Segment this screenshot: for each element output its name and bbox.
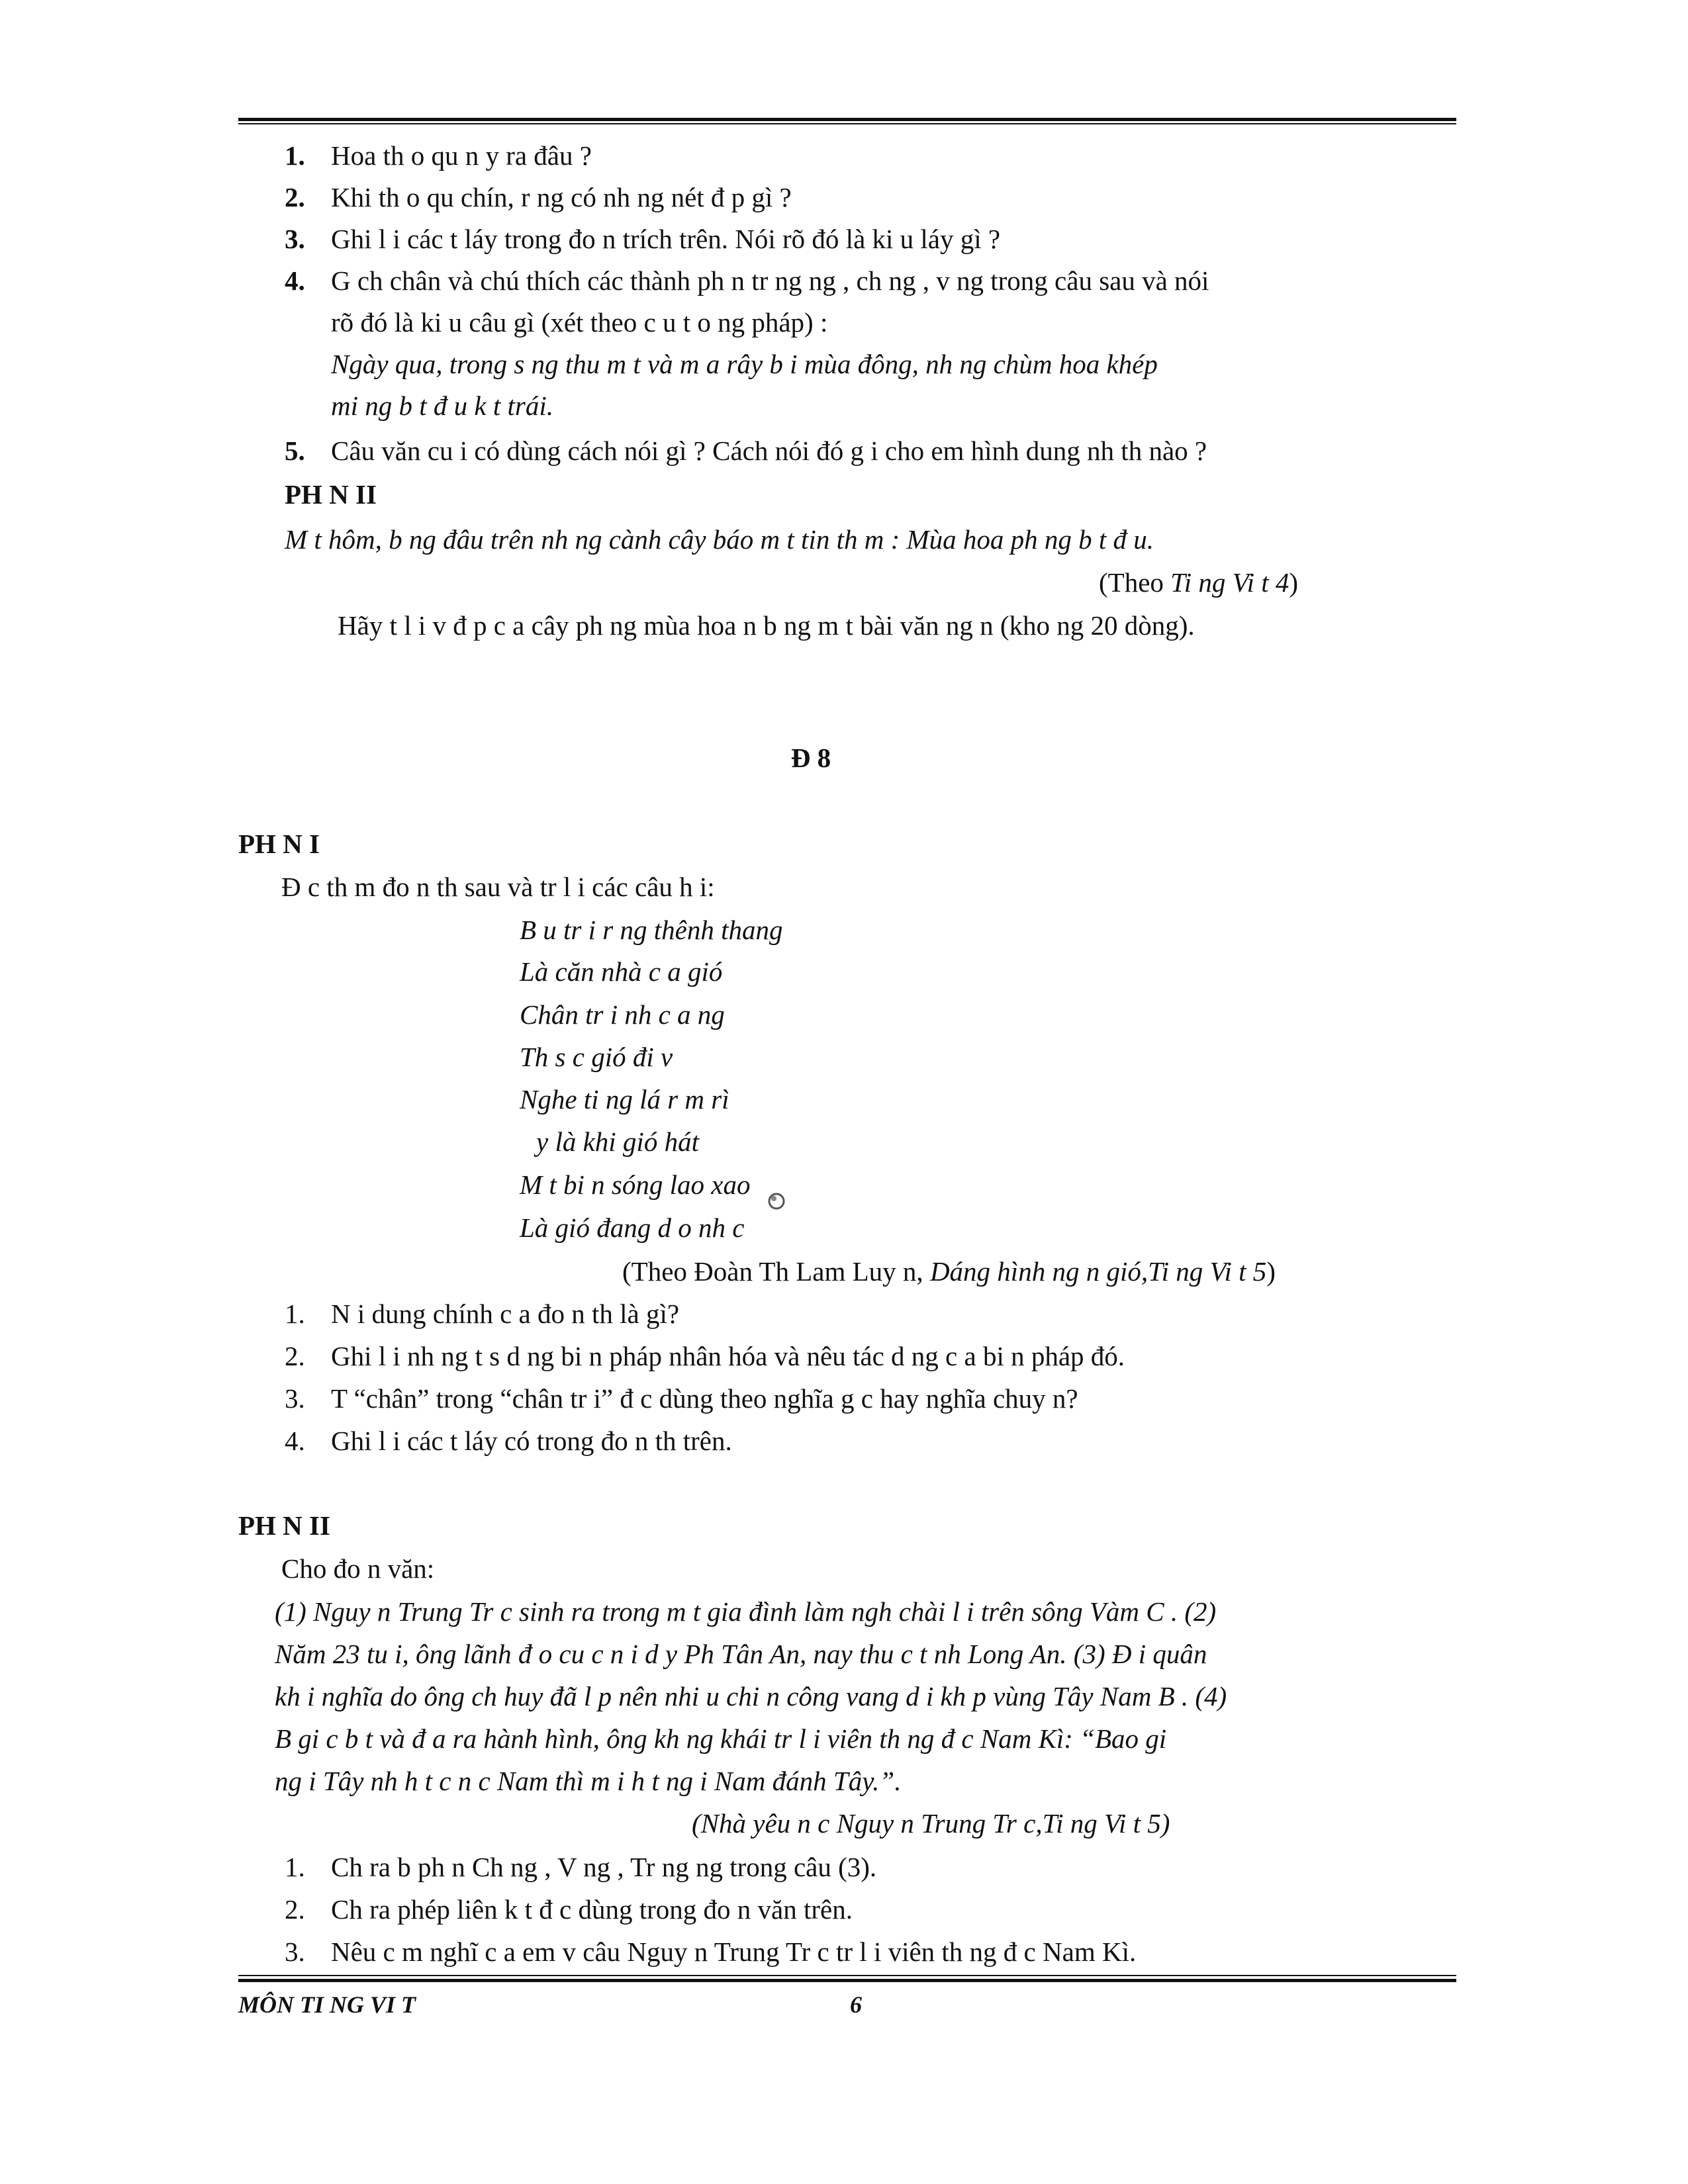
part2-top-heading: PH N II [285, 479, 377, 510]
part1-intro: Đ c th m đo n th sau và tr l i các câu h i: [281, 872, 715, 902]
passage-line-4: B gi c b t và đ a ra hành hình, ông kh ng khái tr l i viên th ng đ c Nam Kì: “Bao gi [275, 1723, 1167, 1754]
question-text: Ch ra b ph n Ch ng , V ng , Tr ng ng trong câu (3). [331, 1852, 877, 1882]
question-text: Nêu c m nghĩ c a em v câu Nguy n Trung Tr c tr l i viên th ng đ c Nam Kì. [331, 1936, 1137, 1967]
footer-page-number: 6 [850, 1991, 862, 2018]
exam-title: Đ 8 [790, 743, 831, 773]
part2-top-prompt: M t hôm, b ng đâu trên nh ng cành cây báo m t tin th m : Mùa hoa ph ng b t đ u. [285, 524, 1154, 555]
question-text: N i dung chính c a đo n th là gì? [331, 1298, 680, 1329]
part2-question-1 [285, 1850, 876, 1884]
question-number: 5. [285, 435, 305, 466]
poem-line-3: Chân tr i nh c a ng [520, 999, 725, 1030]
part1-heading: PH N I [238, 829, 320, 859]
question-number: 3. [285, 1383, 305, 1414]
question-number: 4. [285, 1426, 305, 1456]
question-4-continuation: rõ đó là ki u câu gì (xét theo c u t o ng pháp) : [331, 307, 828, 338]
cursor-icon [767, 1191, 786, 1211]
poem-line-8: Là gió đang d o nh c [520, 1212, 745, 1243]
passage-line-2: Năm 23 tu i, ông lãnh đ o cu c n i d y Ph Tân An, nay thu c t nh Long An. (3) Đ i quân [275, 1639, 1207, 1669]
poem-line-5: Nghe ti ng lá r m rì [520, 1084, 729, 1115]
passage-line-3: kh i nghĩa do ông ch huy đã l p nên nhi u chi n công vang d i kh p vùng Tây Nam B . (4) [275, 1681, 1227, 1711]
question-2 [285, 181, 792, 214]
question-text: Ghi l i nh ng t s d ng bi n pháp nhân hóa và nêu tác d ng c a bi n pháp đó. [331, 1341, 1125, 1371]
poem-line-7: M t bi n sóng lao xao [520, 1169, 751, 1200]
passage-line-5: ng i Tây nh h t c n c Nam thì m i h t ng i Nam đánh Tây.”. [275, 1766, 902, 1796]
poem-line-4: Th s c gió đi v [520, 1042, 673, 1072]
question-number: 4. [285, 265, 305, 296]
part1-question-3 [285, 1382, 1078, 1415]
header-rule-thin [238, 123, 1456, 124]
question-text: Khi th o qu chín, r ng có nh ng nét đ p gì ? [331, 182, 792, 212]
header-rule-thick [238, 118, 1456, 121]
passage-line-1: (1) Nguy n Trung Tr c sinh ra trong m t gia đình làm ngh chài l i trên sông Vàm C . (2) [275, 1596, 1217, 1627]
question-number: 2. [285, 1341, 305, 1371]
footer-rule-thin [238, 1975, 1456, 1976]
part2-top-task: Hãy t l i v đ p c a cây ph ng mùa hoa n b ng m t bài văn ng n (kho ng 20 dòng). [338, 610, 1195, 641]
question-1 [285, 139, 592, 172]
poem-line-1: B u tr i r ng thênh thang [520, 915, 783, 945]
part1-question-2 [285, 1340, 1125, 1373]
question-text: G ch chân và chú thích các thành ph n tr ng ng , ch ng , v ng trong câu sau và nói [331, 265, 1209, 296]
question-text: Hoa th o qu n y ra đâu ? [331, 140, 592, 171]
question-text: Ch ra phép liên k t đ c dùng trong đo n văn trên. [331, 1894, 853, 1925]
part2-top-source [1099, 566, 1298, 599]
question-4 [285, 264, 1209, 297]
part2-intro: Cho đo n văn: [281, 1553, 435, 1584]
question-text: T “chân” trong “chân tr i” đ c dùng theo nghĩa g c hay nghĩa chuy n? [331, 1383, 1078, 1414]
part2-source: (Nhà yêu n c Nguy n Trung Tr c,Ti ng Vi t 5) [692, 1808, 1170, 1839]
question-3 [285, 222, 1000, 255]
source-suffix: ) [1289, 567, 1299, 598]
part1-question-4 [285, 1424, 732, 1457]
question-number: 2. [285, 1894, 305, 1925]
question-text: Ghi l i các t láy trong đo n trích trên. Nói rõ đó là ki u láy gì ? [331, 224, 1001, 254]
question-number: 1. [285, 1852, 305, 1882]
question-number: 3. [285, 224, 305, 254]
poem-line-2: Là căn nhà c a gió [520, 956, 723, 987]
question-number: 2. [285, 182, 305, 212]
part1-question-1 [285, 1297, 679, 1330]
question-number: 1. [285, 140, 305, 171]
question-5 [285, 434, 1207, 467]
question-text: Câu văn cu i có dùng cách nói gì ? Cách nói đó g i cho em hình dung nh th nào ? [331, 435, 1207, 466]
question-4-example-line-2: mi ng b t đ u k t trái. [331, 390, 553, 421]
question-text: Ghi l i các t láy có trong đo n th trên. [331, 1426, 732, 1456]
part2-heading: PH N II [238, 1510, 330, 1541]
question-number: 3. [285, 1936, 305, 1967]
source-prefix: (Theo [1099, 567, 1171, 598]
source-suffix: ) [1266, 1256, 1276, 1287]
part2-question-2 [285, 1893, 853, 1926]
part1-source [622, 1255, 1276, 1288]
question-number: 1. [285, 1298, 305, 1329]
source-title: Dáng hình ng n gió,Ti ng Vi t 5 [929, 1256, 1267, 1287]
part2-question-3 [285, 1935, 1136, 1968]
poem-line-6: y là khi gió hát [536, 1126, 699, 1157]
source-title: Ti ng Vi t 4 [1170, 567, 1289, 598]
footer-subject: MÔN TI NG VI T [238, 1991, 416, 2018]
source-prefix: (Theo Đoàn Th Lam Luy n, [622, 1256, 930, 1287]
question-4-example-line-1: Ngày qua, trong s ng thu m t và m a rây b i mùa đông, nh ng chùm hoa khép [331, 349, 1158, 379]
footer-rule-thick [238, 1979, 1456, 1982]
